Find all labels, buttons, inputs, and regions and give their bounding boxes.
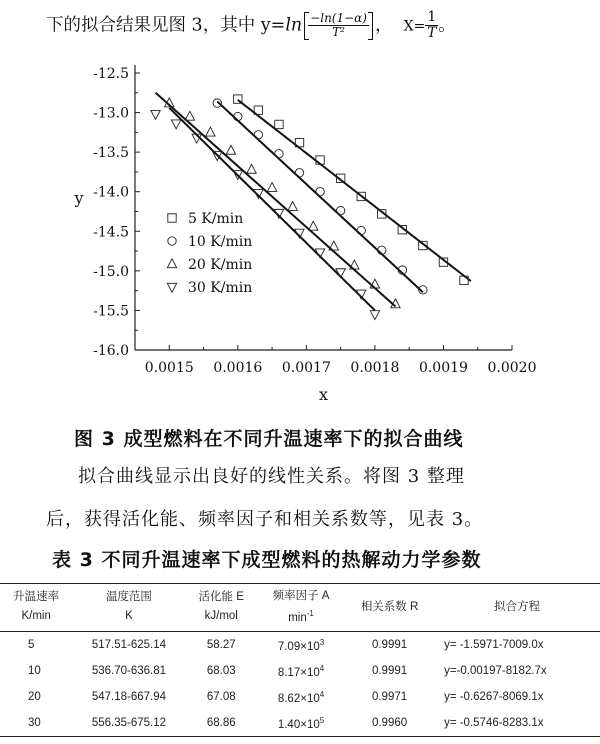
data-point — [254, 190, 263, 199]
body-line-2: 后，获得活化能、频率因子和相关系数等，见表 3。 — [46, 509, 484, 530]
x-fraction — [425, 10, 438, 42]
data-point — [357, 226, 365, 234]
header-frequency: 频率因子 A $\min^{-1}$ — [257, 584, 345, 632]
cell-r: 0.9991 — [371, 638, 408, 651]
x-tick-label: 0.0018 — [350, 360, 400, 376]
cell-range: 547.18-667.94 — [91, 690, 167, 703]
y-tick-label: -15.5 — [93, 303, 129, 320]
cell-energy: 58.27 — [206, 638, 236, 651]
y-axis-label: y — [74, 188, 84, 208]
legend-label: 5 K/min — [188, 211, 244, 227]
cell-rate: 10 — [28, 664, 41, 677]
cell-range: 517.51-625.14 — [91, 638, 167, 651]
y-tick-label: -14.0 — [93, 184, 129, 201]
data-point — [309, 221, 318, 230]
cell-frequency: $7.09\times 10^3$ — [277, 637, 325, 653]
header-equation: 拟合方程 — [434, 584, 600, 632]
cell-rate: 5 — [28, 638, 35, 651]
intro-ln: ln — [285, 15, 303, 36]
y-tick-label: -12.5 — [93, 66, 129, 82]
x-tick-label: 0.0019 — [418, 360, 468, 376]
legend-label: 30 K/min — [188, 280, 253, 296]
cell-r: 0.9971 — [371, 690, 408, 703]
fit-line — [156, 93, 396, 307]
intro-suffix: 。 — [438, 15, 456, 36]
cell-frequency: $8.62\times 10^4$ — [277, 689, 325, 705]
table-row — [0, 631, 600, 658]
table-header-row — [0, 584, 600, 632]
header-rate: 升温速率 K/min — [0, 584, 72, 632]
y-tick-label: -16.0 — [93, 343, 129, 359]
cell-r: 0.9991 — [371, 664, 408, 677]
data-point — [288, 202, 297, 211]
x-tick-label: 0.0020 — [487, 360, 537, 376]
data-point — [206, 127, 215, 136]
data-point — [370, 311, 379, 320]
x-numerator: 1 — [427, 9, 437, 25]
data-point — [226, 145, 235, 154]
kinetics-table — [0, 583, 600, 737]
body-line-1: 拟合曲线显示出良好的线性关系。将图 3 整理 — [78, 466, 465, 487]
data-point — [295, 169, 303, 177]
x-tick-label: 0.0016 — [213, 360, 263, 376]
cell-r: 0.9960 — [345, 710, 434, 737]
cell-energy: 67.08 — [206, 690, 236, 703]
cell-rate: 30 — [0, 710, 72, 737]
table-row — [0, 710, 600, 737]
intro-x-label: X= — [403, 18, 426, 35]
legend-marker — [168, 214, 176, 222]
legend-marker — [167, 259, 176, 268]
header-energy: 活化能 E kJ/mol — [186, 584, 257, 632]
formula-numerator: −ln(1−α) — [310, 11, 367, 26]
data-point — [275, 150, 283, 158]
table-caption: 表 3 不同升温速率下成型燃料的热解动力学参数 — [52, 549, 482, 571]
cell-range: 556.35-675.12 — [72, 710, 185, 737]
cell-energy: 68.86 — [186, 710, 257, 737]
cell-equation: y=-0.00197-8182.7x — [444, 664, 547, 677]
intro-text — [46, 10, 456, 42]
data-point — [275, 120, 283, 128]
fit-chart — [60, 60, 540, 405]
intro-prefix: 下的拟合结果见图 3，其中 y= — [46, 15, 286, 36]
formula-bracket — [304, 12, 373, 39]
y-tick-label: -14.5 — [93, 224, 129, 241]
cell-equation: y= -0.6267-8069.1x — [444, 690, 544, 703]
data-point — [151, 110, 160, 119]
data-point — [185, 111, 194, 120]
data-point — [267, 183, 276, 192]
legend-label: 10 K/min — [188, 234, 253, 250]
cell-equation: y= -1.5971-7009.0x — [444, 638, 544, 651]
figure-caption: 图 3 成型燃料在不同升温速率下的拟合曲线 — [74, 428, 464, 450]
data-point — [171, 120, 180, 129]
data-point — [247, 164, 256, 173]
intro-separator: ， — [374, 15, 393, 36]
cell-energy: 68.03 — [206, 664, 236, 677]
cell-rate: 20 — [28, 690, 41, 703]
x-denominator: T — [427, 25, 437, 42]
fit-line — [238, 100, 471, 281]
cell-frequency: $1.40\times 10^5$ — [257, 710, 345, 737]
y-tick-label: -15.0 — [93, 263, 129, 280]
data-point — [316, 188, 324, 196]
data-point — [370, 279, 379, 288]
data-point — [336, 207, 344, 215]
legend-marker — [168, 237, 176, 245]
header-range: 温度范围 K — [72, 584, 185, 632]
data-point — [254, 131, 262, 139]
x-tick-label: 0.0015 — [144, 360, 194, 376]
y-tick-label: -13.0 — [93, 105, 129, 122]
formula-fraction — [308, 12, 369, 39]
cell-frequency: $8.17\times 10^4$ — [277, 663, 325, 679]
legend-label: 20 K/min — [188, 257, 253, 273]
table-row — [0, 658, 600, 684]
x-tick-label: 0.0017 — [281, 360, 331, 376]
y-tick-label: -13.5 — [93, 145, 129, 162]
table-row — [0, 684, 600, 710]
formula-denominator: T² — [332, 25, 345, 40]
legend-marker — [167, 283, 176, 292]
cell-range: 536.70-636.81 — [91, 664, 167, 677]
x-axis-label: x — [318, 385, 329, 404]
header-r: 相关系数 R — [345, 584, 434, 632]
cell-equation: y= -0.5746-8283.1x — [434, 710, 600, 737]
